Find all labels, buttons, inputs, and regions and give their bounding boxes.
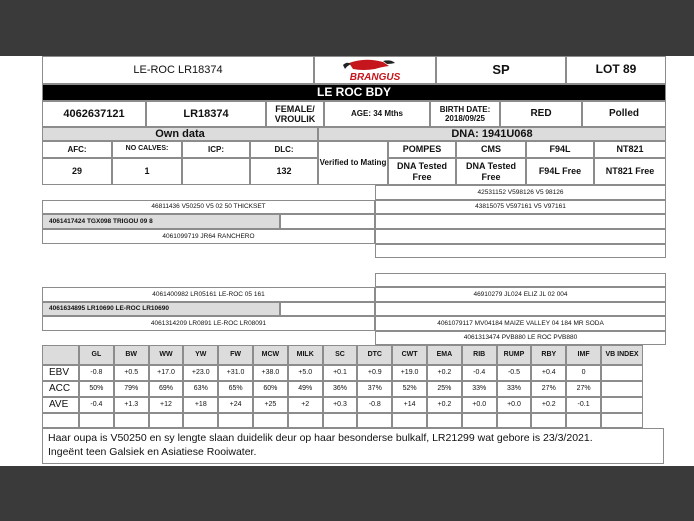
own-data-title: Own data [42,127,318,141]
ebv-value-cell: 79% [114,381,149,397]
ebv-value-cell: +12 [149,397,184,413]
ebv-value-cell: +0.2 [531,397,566,413]
top-letterbox [0,0,694,56]
ebv-value-cell: 27% [531,381,566,397]
brand-name: BRANGUS [349,72,401,83]
pedigree-dam-dam: 4061314209 LR0891 LE-ROC LR08091 [42,316,375,331]
ebv-value-cell: -0.8 [79,365,114,381]
lot-number: LOT 89 [566,56,666,84]
ebv-blank-cell [497,413,532,428]
sex: FEMALE/ VROULIK [266,101,324,127]
pedigree-blank [375,244,666,258]
dna-result-nt821: NT821 Free [594,158,666,185]
pedigree-sire-dam: 4061099719 JR64 RANCHERO [42,229,375,244]
ebv-value-cell [601,365,643,381]
ebv-blank-cell [79,413,114,428]
ebv-header-corner [42,345,79,365]
colour: RED [500,101,582,127]
ebv-value-cell: 33% [497,381,532,397]
pedigree-blank [280,214,375,229]
ebv-value-cell: -0.4 [462,365,497,381]
dna-result-pompes: DNA Tested Free [388,158,456,185]
pedigree-dam-dam-dam: 4061313474 PVB880 LE ROC PVB880 [375,331,666,345]
comment-line-2: Ingeënt teen Galsiek en Asiatiese Rooiwater. [48,446,257,458]
pedigree-blank [375,229,666,244]
ebv-blank-cell [218,413,253,428]
ebv-row-label: AVE [42,397,79,413]
ebv-value-cell: 65% [218,381,253,397]
ebv-value-cell: 25% [427,381,462,397]
ebv-value-cell: +25 [253,397,288,413]
category: SP [436,56,566,84]
dna-title: DNA: 1941U068 [318,127,666,141]
pedigree-blank [375,302,666,316]
ebv-value-cell: 50% [79,381,114,397]
pedigree-dam: 4061634895 LR10690 LE-ROC LR10690 [42,302,280,316]
dna-test-nt821: NT821 [594,141,666,158]
ebv-value-cell: +38.0 [253,365,288,381]
ebv-value-cell: +1.3 [114,397,149,413]
pedigree-blank [375,273,666,287]
ebv-value-cell: 60% [253,381,288,397]
ebv-value-cell: -0.1 [566,397,601,413]
ebv-value-cell: +18 [183,397,218,413]
dna-result-cms: DNA Tested Free [456,158,526,185]
comment-box [42,428,664,464]
ebv-value-cell: +23.0 [183,365,218,381]
ebv-value-cell: 0 [566,365,601,381]
ebv-value-cell: +2 [288,397,323,413]
ebv-blank-cell [357,413,392,428]
ebv-col-header: MCW [253,345,288,365]
age: AGE: 34 Mths [324,101,430,127]
dna-test-pompes: POMPES [388,141,456,158]
calves-value: 1 [112,158,182,185]
animal-title: LE-ROC LR18374 [42,56,314,84]
ebv-col-header: FW [218,345,253,365]
ebv-value-cell: 27% [566,381,601,397]
ebv-value-cell: 37% [357,381,392,397]
ebv-value-cell: +0.2 [427,365,462,381]
ebv-col-header: BW [114,345,149,365]
name-banner: LE ROC BDY [42,84,666,101]
ebv-col-header: IMF [566,345,601,365]
ebv-value-cell: +5.0 [288,365,323,381]
ebv-value-cell: +24 [218,397,253,413]
pedigree-dam-sire: 4061400982 LR05161 LE-ROC 05 161 [42,287,375,302]
ebv-row-label: EBV [42,365,79,381]
afc-value: 29 [42,158,112,185]
ebv-value-cell: +0.3 [323,397,358,413]
ebv-blank-cell [531,413,566,428]
dlc-value: 132 [250,158,318,185]
brand-logo [314,56,436,84]
ebv-col-header: MILK [288,345,323,365]
pedigree-dam-sire-dam: 46910279 JL024 ELIZ JL 02 004 [375,287,666,302]
ebv-value-cell: 52% [392,381,427,397]
horn-status: Polled [582,101,666,127]
ebv-value-cell: -0.5 [497,365,532,381]
ebv-blank-cell [288,413,323,428]
pedigree-dam-dam-sire: 4061079117 MV04184 MAIZE VALLEY 04 184 MR SODA [375,316,666,331]
ebv-value-cell: +0.1 [323,365,358,381]
ebv-blank-cell [253,413,288,428]
ebv-blank-cell [601,413,643,428]
ebv-value-cell [601,397,643,413]
ebv-col-header: RBY [531,345,566,365]
ebv-col-header: YW [183,345,218,365]
dna-result-f94l: F94L Free [526,158,594,185]
ebv-value-cell: +0.9 [357,365,392,381]
ebv-blank-cell [149,413,184,428]
ebv-col-header: VB INDEX [601,345,643,365]
ebv-col-header: RIB [462,345,497,365]
ebv-value-cell [601,381,643,397]
ebv-col-header: GL [79,345,114,365]
ebv-blank-cell [566,413,601,428]
birth-date: BIRTH DATE: 2018/09/25 [430,101,500,127]
calves-label: NO CALVES: [112,141,182,158]
ebv-value-cell: +0.4 [531,365,566,381]
ebv-blank-cell [323,413,358,428]
ebv-col-header: DTC [357,345,392,365]
ebv-col-header: SC [323,345,358,365]
bull-logo-icon [335,57,415,83]
ebv-value-cell: 49% [288,381,323,397]
pedigree-sire-sire-dam: 43815075 V597161 V5 V97161 [375,200,666,214]
ebv-value-cell: 63% [183,381,218,397]
ebv-value-cell: +19.0 [392,365,427,381]
ebv-value-cell: +0.2 [427,397,462,413]
ebv-value-cell: +31.0 [218,365,253,381]
ebv-blank-cell [392,413,427,428]
pedigree-blank [375,214,666,229]
ebv-blank-cell [114,413,149,428]
dna-test-cms: CMS [456,141,526,158]
id-number: 4062637121 [42,101,146,127]
ebv-value-cell: +14 [392,397,427,413]
ebv-col-header: WW [149,345,184,365]
reg-code: LR18374 [146,101,266,127]
icp-label: ICP: [182,141,250,158]
comment-line-1: Haar oupa is V50250 en sy lengte slaan duidelik deur op haar besonderse bulkalf, LR21299 wat gebore is 23/3/2021. [48,432,593,444]
ebv-value-cell: +0.0 [497,397,532,413]
ebv-blank-cell [462,413,497,428]
pedigree-sire-sire: 46811436 V50250 V5 02 50 THICKSET [42,200,375,214]
ebv-blank-cell [183,413,218,428]
dlc-label: DLC: [250,141,318,158]
ebv-blank-cell [42,413,79,428]
ebv-value-cell: +17.0 [149,365,184,381]
ebv-col-header: RUMP [497,345,532,365]
dna-test-f94l: F94L [526,141,594,158]
pedigree-blank [280,302,375,316]
ebv-value-cell: -0.4 [79,397,114,413]
ebv-value-cell: -0.8 [357,397,392,413]
ebv-value-cell: 69% [149,381,184,397]
pedigree-sire-sire-sire: 42531152 V598126 V5 98126 [375,185,666,200]
ebv-value-cell: 36% [323,381,358,397]
ebv-value-cell: 33% [462,381,497,397]
ebv-col-header: EMA [427,345,462,365]
verified-to-mating: Verified to Mating [318,141,388,185]
icp-value [182,158,250,185]
ebv-row-label: ACC [42,381,79,397]
afc-label: AFC: [42,141,112,158]
bottom-letterbox [0,466,694,521]
ebv-blank-cell [427,413,462,428]
ebv-col-header: CWT [392,345,427,365]
ebv-value-cell: +0.0 [462,397,497,413]
pedigree-sire: 4061417424 TGX098 TRIGOU 09 8 [42,214,280,229]
ebv-value-cell: +0.5 [114,365,149,381]
